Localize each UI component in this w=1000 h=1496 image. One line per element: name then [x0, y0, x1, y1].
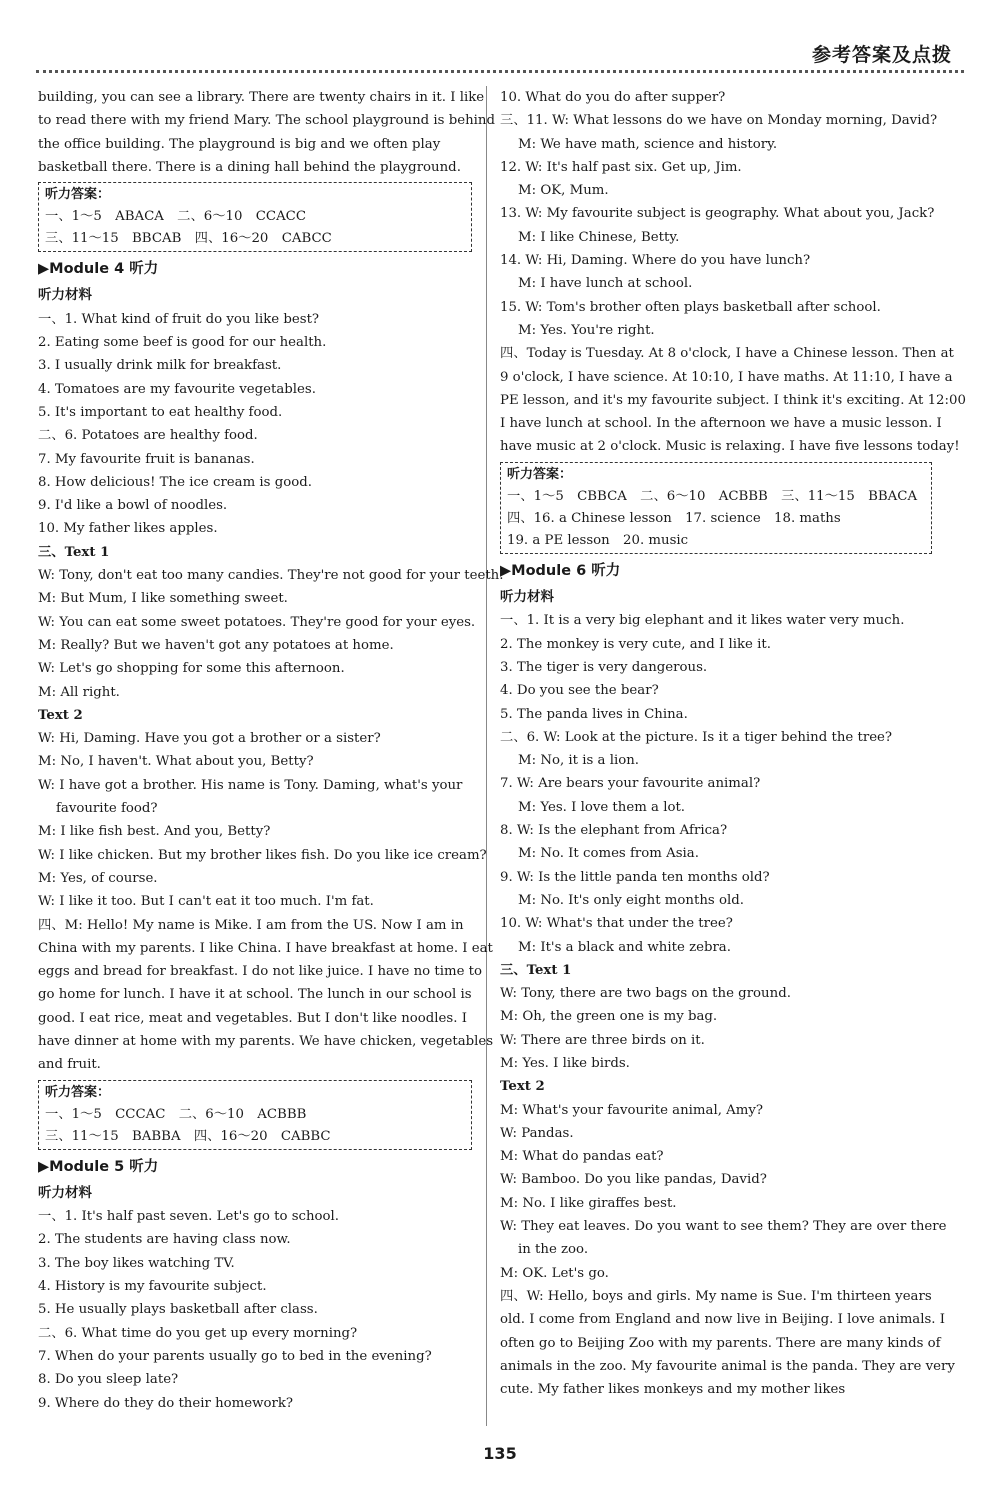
text-line: have dinner at home with my parents. We have chicken, vegetables: [38, 1033, 494, 1049]
module-heading: ▶Module 4 听力: [38, 261, 159, 278]
text-line: 2. The monkey is very cute, and I like it.: [500, 636, 771, 652]
text-line: 9. W: Is the little panda ten months old?: [500, 869, 770, 885]
text-line: M: All right.: [38, 684, 120, 700]
text-line: M: We have math, science and history.: [518, 136, 778, 152]
text-line: M: What's your favourite animal, Amy?: [500, 1102, 764, 1118]
text-line: 3. I usually drink milk for breakfast.: [38, 358, 282, 374]
answer-heading: 听力答案：: [507, 466, 573, 482]
text-line: 5. He usually plays basketball after class.: [38, 1302, 318, 1318]
text-line: and fruit.: [38, 1057, 101, 1073]
text-line: M: Yes, of course.: [38, 870, 158, 886]
answer-row: 一、1～5 CBBCA 二、6～10 ACBBB 三、11～15 BBACA: [507, 488, 918, 504]
text-line: 一、1. It's half past seven. Let's go to school.: [38, 1209, 340, 1225]
text-line: 二、6. What time do you get up every morning?: [38, 1325, 358, 1341]
text-line: Text 2: [38, 707, 83, 723]
text-line: 3. The tiger is very dangerous.: [500, 659, 708, 675]
text-line: 7. My favourite fruit is bananas.: [38, 451, 255, 467]
text-line: building, you can see a library. There are twenty chairs in it. I like: [38, 90, 485, 105]
text-line: W: There are three birds on it.: [500, 1032, 705, 1048]
page-number: 135: [483, 1444, 517, 1463]
text-line: M: But Mum, I like something sweet.: [38, 591, 288, 607]
column-divider: [486, 86, 487, 1426]
section-heading: 听力材料: [38, 1184, 92, 1201]
text-line: 2. The students are having class now.: [38, 1232, 291, 1248]
text-line: in the zoo.: [518, 1242, 589, 1258]
text-line: 三、Text 1: [38, 544, 110, 560]
text-line: M: Oh, the green one is my bag.: [500, 1009, 718, 1025]
answer-box: [38, 1080, 472, 1150]
answer-box: [38, 182, 472, 252]
text-line: 10. W: What's that under the tree?: [500, 916, 733, 932]
text-line: 4. Tomatoes are my favourite vegetables.: [38, 381, 316, 397]
text-line: I have lunch at school. In the afternoon we have a music lesson. I: [500, 416, 942, 432]
text-line: W: Hi, Daming. Have you got a brother or a sister?: [38, 731, 381, 747]
text-line: M: It's a black and white zebra.: [518, 939, 731, 955]
text-line: M: OK. Let's go.: [500, 1265, 609, 1281]
text-line: 8. How delicious! The ice cream is good.: [38, 474, 312, 490]
text-line: 10. What do you do after supper?: [500, 90, 726, 105]
text-line: 三、Text 1: [500, 962, 572, 978]
text-line: 二、6. W: Look at the picture. Is it a tiger behind the tree?: [500, 729, 893, 745]
text-line: W: I have got a brother. His name is Tony. Daming, what's your: [38, 777, 463, 793]
text-line: 四、M: Hello! My name is Mike. I am from the US. Now I am in: [38, 917, 464, 933]
text-line: basketball there. There is a dining hall behind the playground.: [38, 159, 461, 175]
text-line: 5. It's important to eat healthy food.: [38, 404, 283, 420]
answer-box: [500, 462, 932, 554]
section-heading: 听力材料: [38, 287, 92, 304]
answer-row: 一、1～5 ABACA 二、6～10 CCACC: [45, 209, 307, 225]
text-line: M: No. It's only eight months old.: [518, 892, 744, 908]
module-heading: ▶Module 6 听力: [500, 562, 621, 579]
answer-row: 四、16. a Chinese lesson 17. science 18. maths: [507, 510, 841, 526]
text-line: 四、W: Hello, boys and girls. My name is Sue. I'm thirteen years: [500, 1288, 932, 1304]
text-line: M: No. It comes from Asia.: [518, 846, 699, 862]
text-line: 15. W: Tom's brother often plays basketball after school.: [500, 299, 881, 315]
text-line: M: I have lunch at school.: [518, 276, 693, 292]
text-line: M: I like Chinese, Betty.: [518, 229, 680, 245]
text-line: W: Tony, don't eat too many candies. They're not good for your teeth.: [38, 568, 504, 584]
page-header-title: 参考答案及点拨: [811, 44, 952, 66]
text-line: animals in the zoo. My favourite animal is the panda. They are very: [500, 1358, 955, 1374]
text-line: to read there with my friend Mary. The school playground is behind: [38, 113, 495, 129]
text-line: 一、1. What kind of fruit do you like best?: [38, 311, 320, 327]
text-line: often go to Beijing Zoo with my parents. There are many kinds of: [500, 1335, 941, 1351]
text-line: M: Yes. You're right.: [518, 322, 655, 338]
text-line: W: I like it too. But I can't eat it too much. I'm fat.: [38, 894, 374, 910]
text-line: old. I come from England and now live in Beijing. I love animals. I: [500, 1312, 946, 1328]
text-line: 二、6. Potatoes are healthy food.: [38, 428, 258, 444]
text-line: 5. The panda lives in China.: [500, 706, 688, 722]
text-line: 8. Do you sleep late?: [38, 1372, 179, 1388]
text-line: the office building. The playground is big and we often play: [38, 136, 441, 152]
text-line: 8. W: Is the elephant from Africa?: [500, 823, 728, 839]
answer-row: 19. a PE lesson 20. music: [507, 532, 689, 548]
text-line: good. I eat rice, meat and vegetables. But I don't like noodles. I: [38, 1010, 467, 1026]
text-line: 三、11. W: What lessons do we have on Monday morning, David?: [500, 113, 938, 129]
text-line: W: You can eat some sweet potatoes. They're good for your eyes.: [38, 614, 476, 630]
text-line: 4. Do you see the bear?: [500, 683, 659, 699]
text-line: M: Really? But we haven't got any potatoes at home.: [38, 637, 394, 653]
text-line: M: What do pandas eat?: [500, 1149, 664, 1165]
text-line: 9. Where do they do their homework?: [38, 1395, 294, 1411]
text-line: W: Tony, there are two bags on the ground.: [500, 986, 791, 1002]
text-line: 12. W: It's half past six. Get up, Jim.: [500, 159, 742, 175]
text-line: 四、Today is Tuesday. At 8 o'clock, I have a Chinese lesson. Then at: [500, 346, 954, 362]
answer-row: 三、11～15 BABBA 四、16～20 CABBC: [45, 1128, 331, 1144]
text-line: M: Yes. I like birds.: [500, 1055, 630, 1071]
text-line: 9 o'clock, I have science. At 10:10, I have maths. At 11:10, I have a: [500, 369, 953, 385]
text-line: Text 2: [500, 1079, 545, 1095]
text-line: 13. W: My favourite subject is geography. What about you, Jack?: [500, 206, 935, 222]
text-line: 14. W: Hi, Daming. Where do you have lunch?: [500, 253, 811, 269]
text-line: favourite food?: [56, 801, 158, 817]
text-line: 一、1. It is a very big elephant and it likes water very much.: [500, 613, 905, 629]
text-line: 2. Eating some beef is good for our health.: [38, 335, 327, 351]
answer-row: 三、11～15 BBCAB 四、16～20 CABCC: [45, 231, 332, 247]
section-heading: 听力材料: [500, 589, 554, 606]
text-line: W: Bamboo. Do you like pandas, David?: [500, 1172, 767, 1188]
text-line: go home for lunch. I have it at school. The lunch in our school is: [38, 987, 472, 1003]
text-line: PE lesson, and it's my favourite subject. I think it's exciting. At 12:00: [500, 392, 966, 408]
text-line: eggs and bread for breakfast. I do not like juice. I have no time to: [38, 964, 483, 980]
text-line: M: No, it is a lion.: [518, 753, 639, 769]
text-line: 3. The boy likes watching TV.: [38, 1255, 235, 1271]
text-line: China with my parents. I like China. I have breakfast at home. I eat: [38, 940, 493, 956]
answer-heading: 听力答案：: [45, 1084, 111, 1100]
text-line: 10. My father likes apples.: [38, 521, 218, 537]
answer-row: 一、1～5 CCCAC 二、6～10 ACBBB: [45, 1106, 307, 1122]
left-column: [38, 86, 504, 1415]
text-line: 7. When do your parents usually go to bed in the evening?: [38, 1348, 432, 1364]
text-line: W: I like chicken. But my brother likes fish. Do you like ice cream?: [38, 847, 487, 863]
header-divider: [36, 70, 964, 73]
text-line: 4. History is my favourite subject.: [38, 1279, 267, 1295]
text-line: have music at 2 o'clock. Music is relaxing. I have five lessons today!: [500, 439, 960, 455]
text-line: M: Yes. I love them a lot.: [518, 799, 686, 815]
text-line: W: Let's go shopping for some this afternoon.: [38, 661, 345, 677]
text-line: 7. W: Are bears your favourite animal?: [500, 776, 761, 792]
text-line: cute. My father likes monkeys and my mother likes: [500, 1382, 846, 1398]
text-line: 9. I'd like a bowl of noodles.: [38, 498, 228, 514]
text-line: M: No. I like giraffes best.: [500, 1195, 677, 1211]
right-column: [500, 86, 966, 1401]
answer-heading: 听力答案：: [45, 187, 111, 203]
module-heading: ▶Module 5 听力: [38, 1158, 159, 1175]
text-line: W: Pandas.: [500, 1125, 574, 1141]
text-line: M: I like fish best. And you, Betty?: [38, 824, 271, 840]
text-line: W: They eat leaves. Do you want to see them? They are over there: [500, 1219, 947, 1235]
text-line: M: No, I haven't. What about you, Betty?: [38, 754, 314, 770]
text-line: M: OK, Mum.: [518, 183, 609, 199]
